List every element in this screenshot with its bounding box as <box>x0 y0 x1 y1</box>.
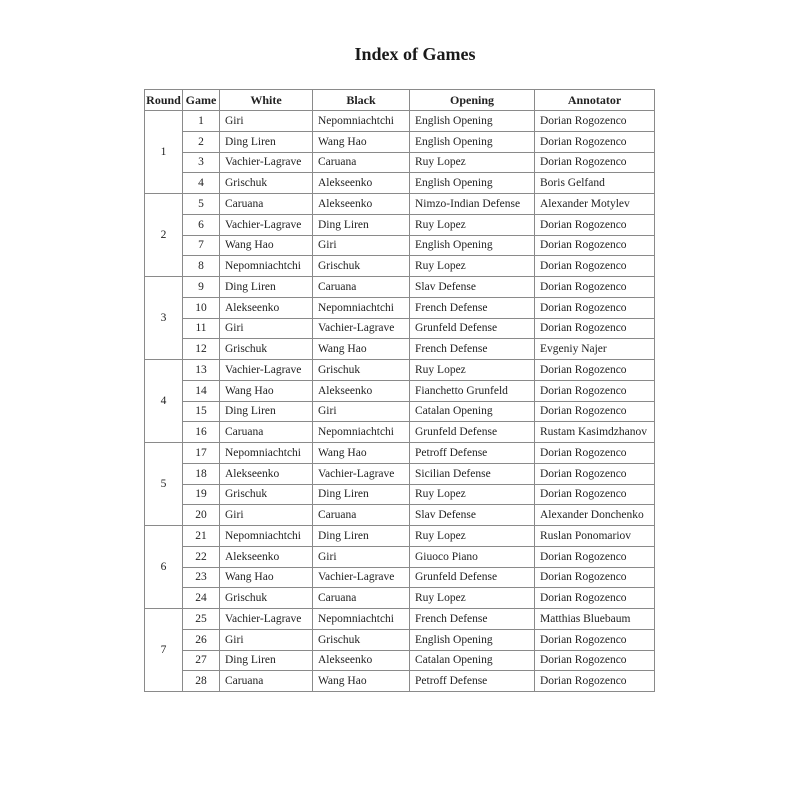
black-player: Alekseenko <box>313 194 410 215</box>
game-number: 14 <box>183 380 220 401</box>
table-row <box>145 443 655 464</box>
header-opening: Opening <box>410 90 535 111</box>
table-row <box>145 588 655 609</box>
white-player: Ding Liren <box>220 277 313 298</box>
white-player: Vachier-Lagrave <box>220 609 313 630</box>
annotator: Boris Gelfand <box>535 173 655 194</box>
game-number: 2 <box>183 131 220 152</box>
round-number: 2 <box>145 194 183 277</box>
header-row <box>145 90 655 111</box>
round-number: 1 <box>145 111 183 194</box>
game-number: 3 <box>183 152 220 173</box>
white-player: Nepomniachtchi <box>220 256 313 277</box>
opening: Sicilian Defense <box>410 463 535 484</box>
annotator: Dorian Rogozenco <box>535 671 655 692</box>
game-number: 7 <box>183 235 220 256</box>
annotator: Dorian Rogozenco <box>535 111 655 132</box>
table-row <box>145 256 655 277</box>
annotator: Dorian Rogozenco <box>535 443 655 464</box>
white-player: Wang Hao <box>220 380 313 401</box>
game-number: 5 <box>183 194 220 215</box>
table-row <box>145 629 655 650</box>
opening: English Opening <box>410 629 535 650</box>
opening: English Opening <box>410 173 535 194</box>
table-row <box>145 650 655 671</box>
opening: Ruy Lopez <box>410 360 535 381</box>
table-row <box>145 297 655 318</box>
white-player: Wang Hao <box>220 567 313 588</box>
opening: Petroff Defense <box>410 443 535 464</box>
black-player: Alekseenko <box>313 650 410 671</box>
white-player: Grischuk <box>220 339 313 360</box>
black-player: Giri <box>313 401 410 422</box>
white-player: Caruana <box>220 671 313 692</box>
game-number: 19 <box>183 484 220 505</box>
annotator: Dorian Rogozenco <box>535 277 655 298</box>
white-player: Giri <box>220 629 313 650</box>
annotator: Dorian Rogozenco <box>535 297 655 318</box>
opening: Ruy Lopez <box>410 152 535 173</box>
white-player: Grischuk <box>220 173 313 194</box>
annotator: Evgeniy Najer <box>535 339 655 360</box>
game-number: 9 <box>183 277 220 298</box>
opening: Catalan Opening <box>410 401 535 422</box>
table-row <box>145 380 655 401</box>
opening: French Defense <box>410 339 535 360</box>
annotator: Rustam Kasimdzhanov <box>535 422 655 443</box>
table-row <box>145 214 655 235</box>
game-number: 17 <box>183 443 220 464</box>
black-player: Vachier-Lagrave <box>313 567 410 588</box>
opening: English Opening <box>410 131 535 152</box>
annotator: Alexander Motylev <box>535 194 655 215</box>
black-player: Ding Liren <box>313 214 410 235</box>
black-player: Caruana <box>313 505 410 526</box>
annotator: Dorian Rogozenco <box>535 152 655 173</box>
game-number: 22 <box>183 546 220 567</box>
black-player: Caruana <box>313 277 410 298</box>
white-player: Grischuk <box>220 588 313 609</box>
black-player: Wang Hao <box>313 339 410 360</box>
round-number: 7 <box>145 609 183 692</box>
annotator: Dorian Rogozenco <box>535 629 655 650</box>
game-number: 11 <box>183 318 220 339</box>
white-player: Grischuk <box>220 484 313 505</box>
annotator: Matthias Bluebaum <box>535 609 655 630</box>
opening: Slav Defense <box>410 505 535 526</box>
white-player: Nepomniachtchi <box>220 443 313 464</box>
opening: Giuoco Piano <box>410 546 535 567</box>
table-row <box>145 173 655 194</box>
white-player: Caruana <box>220 194 313 215</box>
table-row <box>145 318 655 339</box>
game-number: 13 <box>183 360 220 381</box>
opening: Ruy Lopez <box>410 256 535 277</box>
game-number: 15 <box>183 401 220 422</box>
table-row <box>145 422 655 443</box>
white-player: Ding Liren <box>220 401 313 422</box>
table-row <box>145 194 655 215</box>
opening: Fianchetto Grunfeld <box>410 380 535 401</box>
black-player: Giri <box>313 546 410 567</box>
table-row <box>145 546 655 567</box>
header-game: Game <box>183 90 220 111</box>
annotator: Dorian Rogozenco <box>535 318 655 339</box>
annotator: Ruslan Ponomariov <box>535 526 655 547</box>
table-row <box>145 567 655 588</box>
opening: Grunfeld Defense <box>410 567 535 588</box>
black-player: Nepomniachtchi <box>313 111 410 132</box>
game-number: 24 <box>183 588 220 609</box>
opening: Grunfeld Defense <box>410 422 535 443</box>
annotator: Dorian Rogozenco <box>535 401 655 422</box>
round-number: 5 <box>145 443 183 526</box>
table-row <box>145 235 655 256</box>
header-round: Round <box>145 90 183 111</box>
games-index-table <box>144 89 655 692</box>
white-player: Alekseenko <box>220 297 313 318</box>
annotator: Dorian Rogozenco <box>535 235 655 256</box>
annotator: Dorian Rogozenco <box>535 650 655 671</box>
black-player: Alekseenko <box>313 173 410 194</box>
black-player: Wang Hao <box>313 131 410 152</box>
opening: English Opening <box>410 235 535 256</box>
black-player: Nepomniachtchi <box>313 609 410 630</box>
round-number: 6 <box>145 526 183 609</box>
opening: Ruy Lopez <box>410 484 535 505</box>
table-body <box>145 111 655 692</box>
white-player: Giri <box>220 318 313 339</box>
game-number: 26 <box>183 629 220 650</box>
game-number: 12 <box>183 339 220 360</box>
white-player: Nepomniachtchi <box>220 526 313 547</box>
black-player: Alekseenko <box>313 380 410 401</box>
annotator: Dorian Rogozenco <box>535 380 655 401</box>
annotator: Dorian Rogozenco <box>535 131 655 152</box>
black-player: Wang Hao <box>313 443 410 464</box>
annotator: Dorian Rogozenco <box>535 546 655 567</box>
annotator: Dorian Rogozenco <box>535 256 655 277</box>
black-player: Nepomniachtchi <box>313 297 410 318</box>
opening: Slav Defense <box>410 277 535 298</box>
table-row <box>145 360 655 381</box>
white-player: Alekseenko <box>220 546 313 567</box>
black-player: Caruana <box>313 588 410 609</box>
game-number: 1 <box>183 111 220 132</box>
table-row <box>145 277 655 298</box>
game-number: 25 <box>183 609 220 630</box>
game-number: 4 <box>183 173 220 194</box>
table-row <box>145 401 655 422</box>
black-player: Giri <box>313 235 410 256</box>
opening: Ruy Lopez <box>410 214 535 235</box>
round-number: 3 <box>145 277 183 360</box>
white-player: Wang Hao <box>220 235 313 256</box>
game-number: 8 <box>183 256 220 277</box>
game-number: 6 <box>183 214 220 235</box>
annotator: Dorian Rogozenco <box>535 588 655 609</box>
opening: Petroff Defense <box>410 671 535 692</box>
annotator: Dorian Rogozenco <box>535 567 655 588</box>
round-number: 4 <box>145 360 183 443</box>
page-title: Index of Games <box>354 44 476 64</box>
black-player: Grischuk <box>313 629 410 650</box>
game-number: 23 <box>183 567 220 588</box>
table-row <box>145 339 655 360</box>
game-number: 21 <box>183 526 220 547</box>
white-player: Vachier-Lagrave <box>220 214 313 235</box>
opening: Grunfeld Defense <box>410 318 535 339</box>
table-row <box>145 131 655 152</box>
white-player: Ding Liren <box>220 650 313 671</box>
game-number: 28 <box>183 671 220 692</box>
game-number: 20 <box>183 505 220 526</box>
black-player: Grischuk <box>313 360 410 381</box>
black-player: Ding Liren <box>313 484 410 505</box>
white-player: Ding Liren <box>220 131 313 152</box>
opening: English Opening <box>410 111 535 132</box>
game-number: 16 <box>183 422 220 443</box>
white-player: Caruana <box>220 422 313 443</box>
white-player: Vachier-Lagrave <box>220 360 313 381</box>
table-row <box>145 463 655 484</box>
black-player: Ding Liren <box>313 526 410 547</box>
table-row <box>145 505 655 526</box>
black-player: Nepomniachtchi <box>313 422 410 443</box>
white-player: Vachier-Lagrave <box>220 152 313 173</box>
annotator: Dorian Rogozenco <box>535 214 655 235</box>
annotator: Dorian Rogozenco <box>535 463 655 484</box>
opening: Catalan Opening <box>410 650 535 671</box>
table-row <box>145 671 655 692</box>
table-row <box>145 609 655 630</box>
white-player: Giri <box>220 505 313 526</box>
opening: Ruy Lopez <box>410 588 535 609</box>
black-player: Wang Hao <box>313 671 410 692</box>
white-player: Alekseenko <box>220 463 313 484</box>
header-annotator: Annotator <box>535 90 655 111</box>
opening: French Defense <box>410 609 535 630</box>
white-player: Giri <box>220 111 313 132</box>
annotator: Alexander Donchenko <box>535 505 655 526</box>
opening: Ruy Lopez <box>410 526 535 547</box>
header-black: Black <box>313 90 410 111</box>
opening: French Defense <box>410 297 535 318</box>
annotator: Dorian Rogozenco <box>535 360 655 381</box>
annotator: Dorian Rogozenco <box>535 484 655 505</box>
table-row <box>145 484 655 505</box>
table-row <box>145 526 655 547</box>
black-player: Vachier-Lagrave <box>313 318 410 339</box>
black-player: Vachier-Lagrave <box>313 463 410 484</box>
header-white: White <box>220 90 313 111</box>
game-number: 18 <box>183 463 220 484</box>
black-player: Grischuk <box>313 256 410 277</box>
table-row <box>145 111 655 132</box>
opening: Nimzo-Indian Defense <box>410 194 535 215</box>
game-number: 10 <box>183 297 220 318</box>
table-row <box>145 152 655 173</box>
game-number: 27 <box>183 650 220 671</box>
black-player: Caruana <box>313 152 410 173</box>
